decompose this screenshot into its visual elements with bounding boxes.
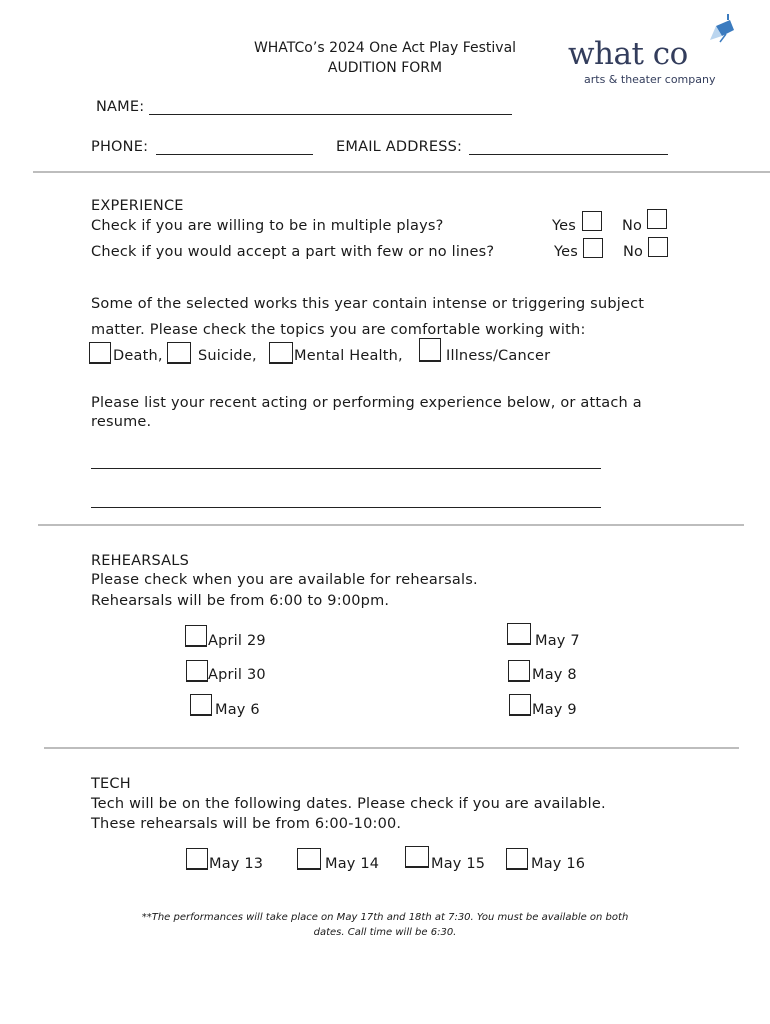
topics-intro-line-1: Some of the selected works this year contain intense or triggering subject <box>91 296 645 312</box>
may-8-label: May 8 <box>532 667 577 683</box>
whatco-logo <box>568 12 758 92</box>
may-13-checkbox[interactable] <box>186 848 208 870</box>
q1-yes-label: Yes <box>552 218 577 234</box>
q1-no-label: No <box>622 218 643 234</box>
few-lines-question: Check if you would accept a part with few or no lines? <box>91 244 495 260</box>
q2-no-label: No <box>623 244 644 260</box>
q2-yes-checkbox[interactable] <box>583 238 603 258</box>
april-30-checkbox[interactable] <box>186 660 208 682</box>
performance-note <box>85 910 685 940</box>
email-field[interactable] <box>469 154 668 155</box>
tech-line-1: Tech will be on the following dates. Please check if you are available. <box>91 796 606 812</box>
may-7-checkbox[interactable] <box>507 623 531 645</box>
april-29-checkbox[interactable] <box>185 625 207 647</box>
may-8-checkbox[interactable] <box>508 660 530 682</box>
name-field[interactable] <box>149 114 512 115</box>
q2-yes-label: Yes <box>554 244 579 260</box>
form-title <box>205 38 565 78</box>
topic-illness-checkbox[interactable] <box>419 338 441 362</box>
title-line-1: WHATCo’s 2024 One Act Play Festival <box>253 40 517 56</box>
may-14-checkbox[interactable] <box>297 848 321 870</box>
rehearsals-line-2: Rehearsals will be from 6:00 to 9:00pm. <box>91 593 390 609</box>
may-15-checkbox[interactable] <box>405 846 429 868</box>
rehearsals-line-1: Please check when you are available for rehearsals. <box>91 572 478 588</box>
may-9-checkbox[interactable] <box>509 694 531 716</box>
experience-list-line-2: resume. <box>91 414 152 430</box>
section-divider <box>33 171 770 173</box>
logo-subtext: arts & theater company <box>584 73 716 86</box>
multiple-plays-question: Check if you are willing to be in multiple plays? <box>91 218 444 234</box>
may-6-label: May 6 <box>215 702 260 718</box>
may-9-label: May 9 <box>532 702 577 718</box>
may-16-label: May 16 <box>531 856 586 872</box>
topic-mental-health-label: Mental Health, <box>294 348 403 364</box>
section-divider <box>44 747 739 749</box>
phone-field[interactable] <box>156 154 313 155</box>
topic-illness-label: Illness/Cancer <box>446 348 551 364</box>
tech-heading: TECH <box>91 776 131 792</box>
experience-answer-line-2[interactable] <box>91 507 601 508</box>
email-label: EMAIL ADDRESS: <box>336 139 463 155</box>
section-divider <box>38 524 744 526</box>
tech-line-2: These rehearsals will be from 6:00-10:00. <box>91 816 402 832</box>
topic-suicide-label: Suicide, <box>198 348 257 364</box>
title-line-2: AUDITION FORM <box>327 60 443 76</box>
april-30-label: April 30 <box>208 667 266 683</box>
topic-death-checkbox[interactable] <box>89 342 111 364</box>
topic-suicide-checkbox[interactable] <box>167 342 191 364</box>
experience-heading: EXPERIENCE <box>91 198 184 214</box>
may-15-label: May 15 <box>431 856 486 872</box>
logo-wordmark: what co <box>568 36 688 72</box>
may-7-label: May 7 <box>535 633 580 649</box>
topic-death-label: Death, <box>113 348 163 364</box>
performance-note-line-2: dates. Call time will be 6:30. <box>313 927 457 938</box>
q1-yes-checkbox[interactable] <box>582 211 602 231</box>
topic-mental-health-checkbox[interactable] <box>269 342 293 364</box>
may-14-label: May 14 <box>325 856 380 872</box>
phone-label: PHONE: <box>91 139 149 155</box>
spotlight-icon <box>706 12 736 48</box>
topics-intro-line-2: matter. Please check the topics you are comfortable working with: <box>91 322 586 338</box>
performance-note-line-1: **The performances will take place on May 17th and 18th at 7:30. You must be available on both <box>141 912 629 923</box>
experience-list-line-1: Please list your recent acting or performing experience below, or attach a <box>91 395 642 411</box>
experience-answer-line-1[interactable] <box>91 468 601 469</box>
may-6-checkbox[interactable] <box>190 694 212 716</box>
may-13-label: May 13 <box>209 856 264 872</box>
april-29-label: April 29 <box>208 633 266 649</box>
q1-no-checkbox[interactable] <box>647 209 667 229</box>
q2-no-checkbox[interactable] <box>648 237 668 257</box>
name-label: NAME: <box>96 99 145 115</box>
rehearsals-heading: REHEARSALS <box>91 553 189 569</box>
may-16-checkbox[interactable] <box>506 848 528 870</box>
